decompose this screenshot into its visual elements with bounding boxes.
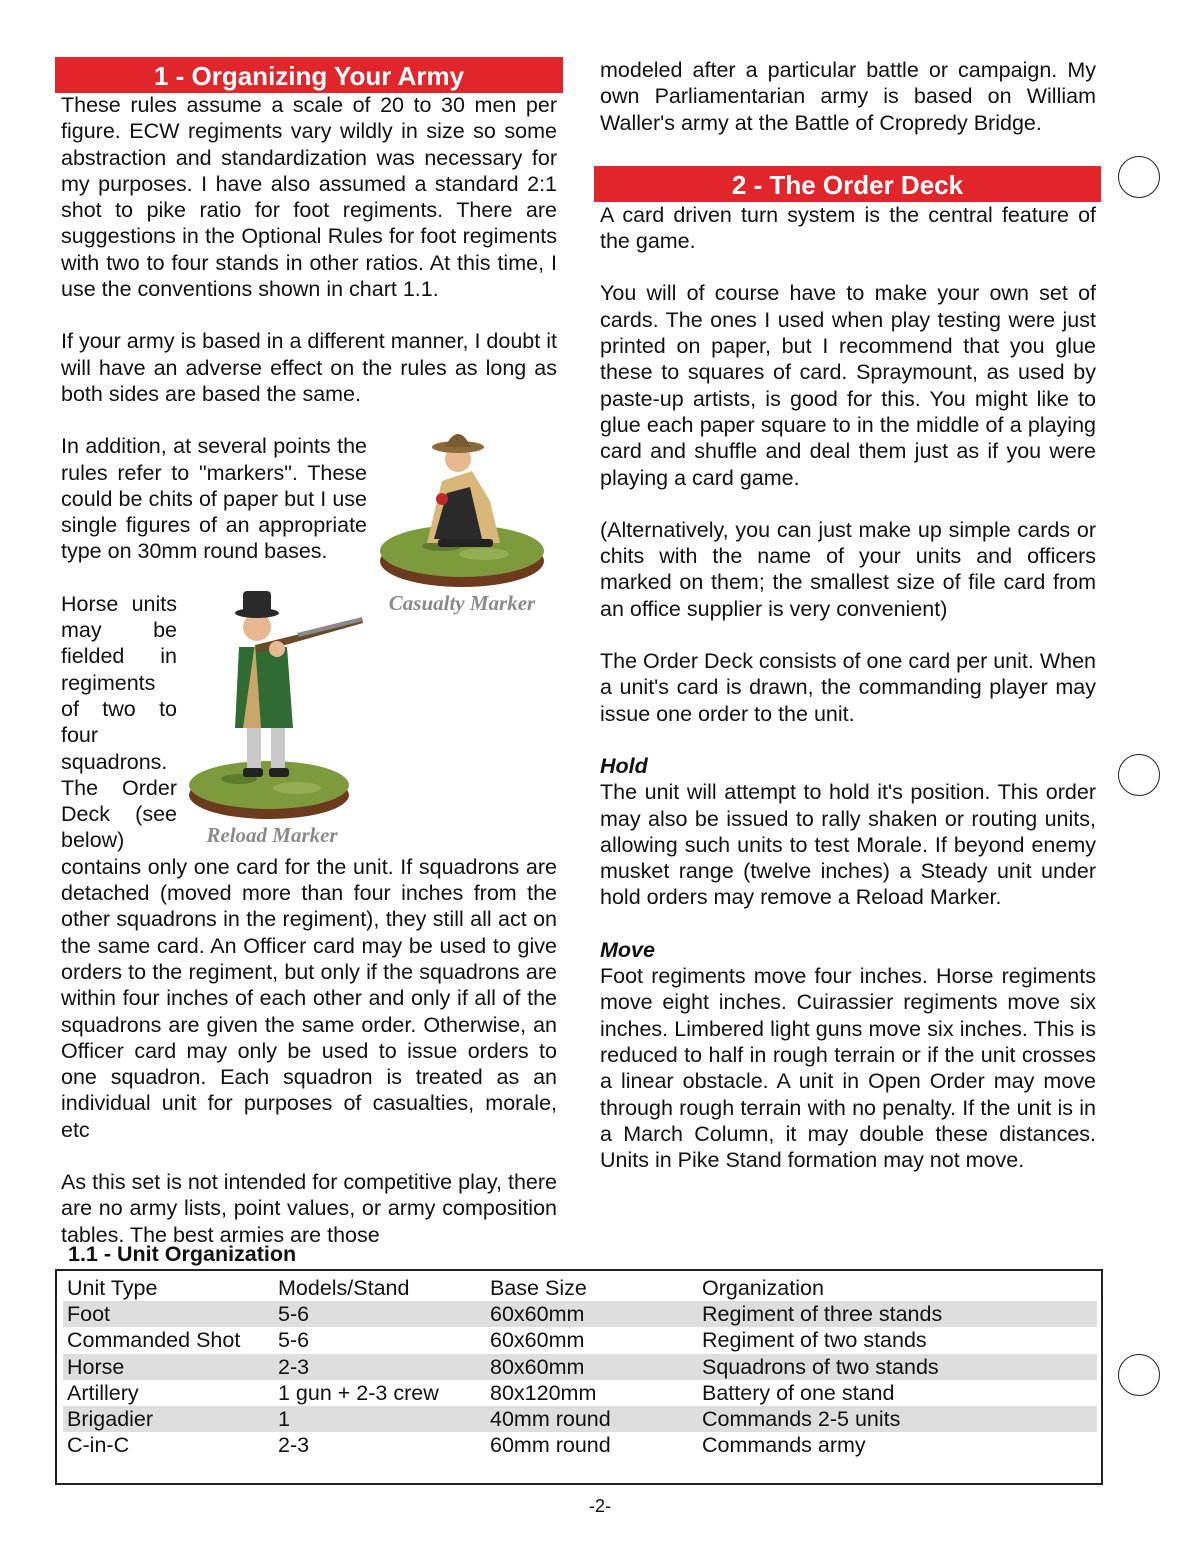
table-cell: C-in-C xyxy=(67,1433,130,1458)
table-cell: Battery of one stand xyxy=(702,1380,895,1405)
table-row xyxy=(63,1354,1097,1380)
paragraph: As this set is not intended for competitive play, there are no army lists, point values, or army composition tables. The best armies are those xyxy=(61,1169,557,1247)
table-cell: Regiment of two stands xyxy=(702,1328,927,1353)
header-cell: Base Size xyxy=(490,1276,587,1301)
table-row xyxy=(63,1406,1097,1432)
table-cell: Artillery xyxy=(67,1380,139,1405)
table-cell: 2-3 xyxy=(274,1354,486,1380)
table-cell: 80x120mm xyxy=(490,1380,597,1405)
move-subheading: Move xyxy=(600,937,655,962)
table-row xyxy=(63,1432,1097,1458)
table-row xyxy=(63,1327,1097,1353)
paragraph: Foot regiments move four inches. Horse regiments move eight inches. Cuirassier regiments move six inches. Limbered light guns move six inches. This is reduced to half in rough terrain or if the unit crosses a linear obstacle. A unit in Open Order may move through rough terrain with no penalty. If the unit is in a March Column, it may double these distances. Units in Pike Stand formation may not move. xyxy=(600,964,1096,1173)
table-row xyxy=(63,1380,1097,1406)
paragraph: (Alternatively, you can just make up simple cards or chits with the name of your units and officers marked on them; the smallest size of file card from an office supplier is very convenient) xyxy=(600,517,1096,621)
casualty-marker-figure xyxy=(367,411,557,615)
table-cell: 60mm round xyxy=(490,1433,611,1458)
paragraph: These rules assume a scale of 20 to 30 men per figure. ECW regiments vary wildly in size so some abstraction and standardization was necessary for my purposes. I have also assumed a standard 2:1 shot to pike ratio for foot regiments. There are suggestions in the Optional Rules for foot regiments with two to four stands in other ratios. At this time, I use the conventions shown in chart 1.1. xyxy=(61,93,557,302)
table-row xyxy=(63,1301,1097,1327)
table-cell: 2-3 xyxy=(278,1433,310,1458)
table-cell: 1 gun + 2-3 crew xyxy=(278,1380,439,1405)
paragraph: If your army is based in a different manner, I doubt it will have an adverse effect on the rules as long as both sides are based the same. xyxy=(61,329,557,406)
paragraph: The unit will attempt to hold it's position. This order may also be issued to rally shaken or routing units, allowing such units to test Morale. If beyond enemy musket range (twelve inches) a Steady unit under hold orders may remove a Reload Marker. xyxy=(600,780,1096,910)
table-cell: 5-6 xyxy=(278,1328,310,1353)
table-cell: Squadrons of two stands xyxy=(698,1354,1097,1380)
header-cell: Models/Stand xyxy=(278,1276,410,1301)
paragraph: Horse units may be fielded in regiments of two to four squadrons. The Order Deck (see below) contains only one card for the unit. If squadrons are detached (moved more than four inches from the other squadrons in the regiment), they still all act on the same card. An Officer card may be used to give orders to the regiment, but only if the squadrons are within four inches of each other and only if all of the squadrons are given the same order. Otherwise, an Officer card may only be used to issue orders to one squadron. Each squadron is treated as an individual unit for purposes of casualties, morale, etc xyxy=(61,591,557,1142)
reload-marker-figure xyxy=(177,583,367,847)
table-cell: 40mm round xyxy=(486,1406,698,1432)
right-column xyxy=(600,57,1096,1173)
punch-hole-icon xyxy=(1118,754,1160,796)
paragraph: The Order Deck consists of one card per unit. When a unit's card is drawn, the commanding player may issue one order to the unit. xyxy=(600,649,1096,726)
section-2-header: 2 - The Order Deck xyxy=(594,166,1101,202)
header-cell: Unit Type xyxy=(67,1276,158,1301)
table-cell: Commands 2-5 units xyxy=(698,1406,1097,1432)
paragraph: A card driven turn system is the central feature of the game. xyxy=(600,202,1096,254)
left-column xyxy=(61,92,557,1248)
hold-subheading: Hold xyxy=(600,753,648,778)
table-cell: 5-6 xyxy=(274,1301,486,1327)
table-cell: Brigadier xyxy=(63,1406,274,1432)
section-1-header: 1 - Organizing Your Army xyxy=(55,57,563,93)
table-cell: 1 xyxy=(274,1406,486,1432)
paragraph: modeled after a particular battle or campaign. My own Parliamentarian army is based on William Waller's army at the Battle of Cropredy Bridge. xyxy=(600,58,1096,135)
figure-caption: Casualty Marker xyxy=(388,591,536,616)
table-cell: 80x60mm xyxy=(486,1354,698,1380)
table-header-row xyxy=(63,1275,1097,1301)
header-cell: Organization xyxy=(702,1276,824,1301)
figure-caption: Reload Marker xyxy=(206,822,338,847)
punch-hole-icon xyxy=(1118,1354,1160,1396)
page-number: -2- xyxy=(589,1496,611,1516)
unit-organization-table xyxy=(55,1269,1103,1485)
reload-marker-image xyxy=(177,583,367,823)
table-title: 1.1 - Unit Organization xyxy=(68,1242,297,1266)
table-cell: Commands army xyxy=(702,1433,866,1458)
table-cell: 60x60mm xyxy=(490,1328,585,1353)
paragraph: You will of course have to make your own set of cards. The ones I used when play testing were just printed on paper, but I recommend that you glue these to squares of card. Spraymount, as used by paste-up artists, is good for this. You might like to glue each paper square to in the middle of a playing card and shuffle and deal them just as if you were playing a card game. xyxy=(600,281,1096,490)
paragraph: In addition, at several points the rules refer to "markers". These could be chits of paper but I use single figures of an appropriate type on 30mm round bases. xyxy=(61,434,367,564)
table-cell: Horse xyxy=(63,1354,274,1380)
table-cell: Foot xyxy=(63,1301,274,1327)
punch-hole-icon xyxy=(1118,156,1160,198)
table-cell: Commanded Shot xyxy=(67,1328,241,1353)
casualty-marker-image xyxy=(372,411,552,591)
table-cell: 60x60mm xyxy=(486,1301,698,1327)
table-cell: Regiment of three stands xyxy=(698,1301,1097,1327)
